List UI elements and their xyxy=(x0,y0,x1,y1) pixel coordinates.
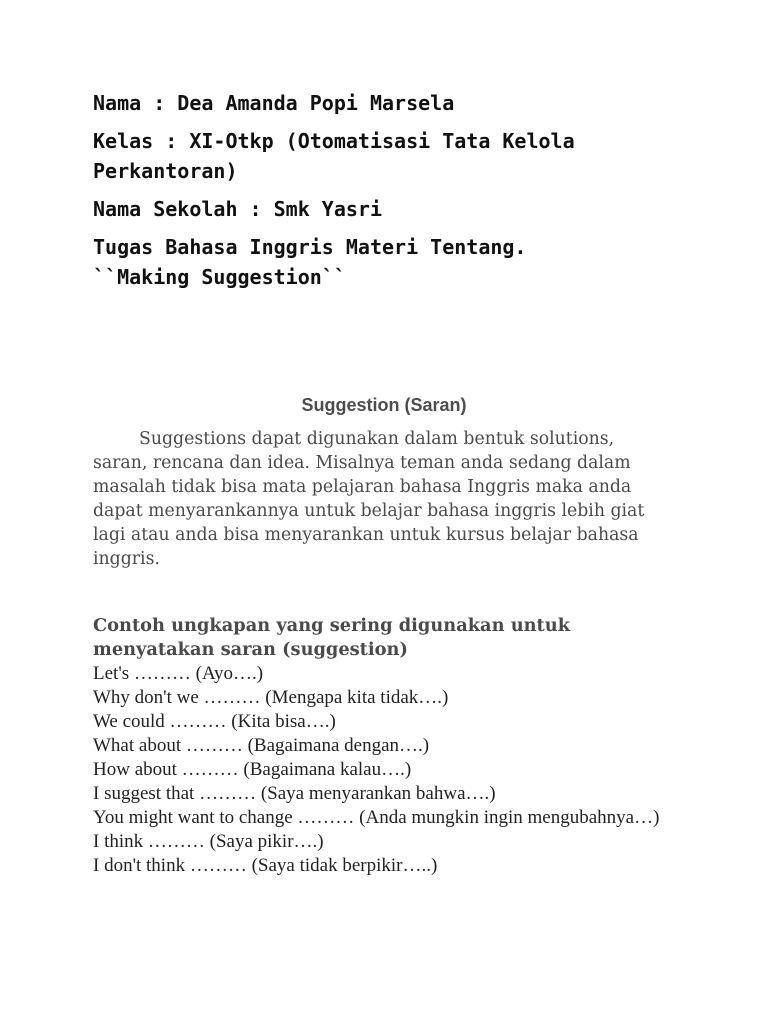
student-name-line: Nama : Dea Amanda Popi Marsela xyxy=(93,91,455,115)
class-line: Kelas : XI-Otkp (Otomatisasi Tata Kelola Perkantoran) xyxy=(93,129,575,183)
intro-paragraph: Suggestions dapat digunakan dalam bentuk solutions, saran, rencana dan idea. Misalnya teman anda sedang dalam masalah tidak bisa mata pelajaran bahasa Inggris maka anda dapat menyarankannya untuk belajar bahasa inggris lebih giat lagi atau anda bisa menyarankan untuk kursus belajar bahasa inggris. xyxy=(93,429,645,569)
student-info-header xyxy=(93,88,653,300)
example-line: We could ……… (Kita bisa….) xyxy=(93,711,336,732)
example-line: I don't think ……… (Saya tidak berpikir…..) xyxy=(93,855,438,876)
task-line: Tugas Bahasa Inggris Materi Tentang. xyxy=(93,235,527,259)
example-line: I think ……… (Saya pikir….) xyxy=(93,831,324,852)
example-line: Why don't we ……… (Mengapa kita tidak….) xyxy=(93,687,449,708)
example-line: How about ……… (Bagaimana kalau….) xyxy=(93,759,412,780)
school-line: Nama Sekolah : Smk Yasri xyxy=(93,197,382,221)
example-line: What about ……… (Bagaimana dengan….) xyxy=(93,735,430,756)
examples-list xyxy=(93,614,673,878)
topic-line: ``Making Suggestion`` xyxy=(93,265,346,289)
example-line: You might want to change ……… (Anda mungkin ingin mengubahnya…) xyxy=(93,807,660,828)
section-title: Suggestion (Saran) xyxy=(301,395,467,415)
examples-heading: Contoh ungkapan yang sering digunakan untuk menyatakan saran (suggestion) xyxy=(93,615,571,660)
example-line: I suggest that ……… (Saya menyarankan bahwa….) xyxy=(93,783,496,804)
example-line: Let's ……… (Ayo….) xyxy=(93,663,264,684)
